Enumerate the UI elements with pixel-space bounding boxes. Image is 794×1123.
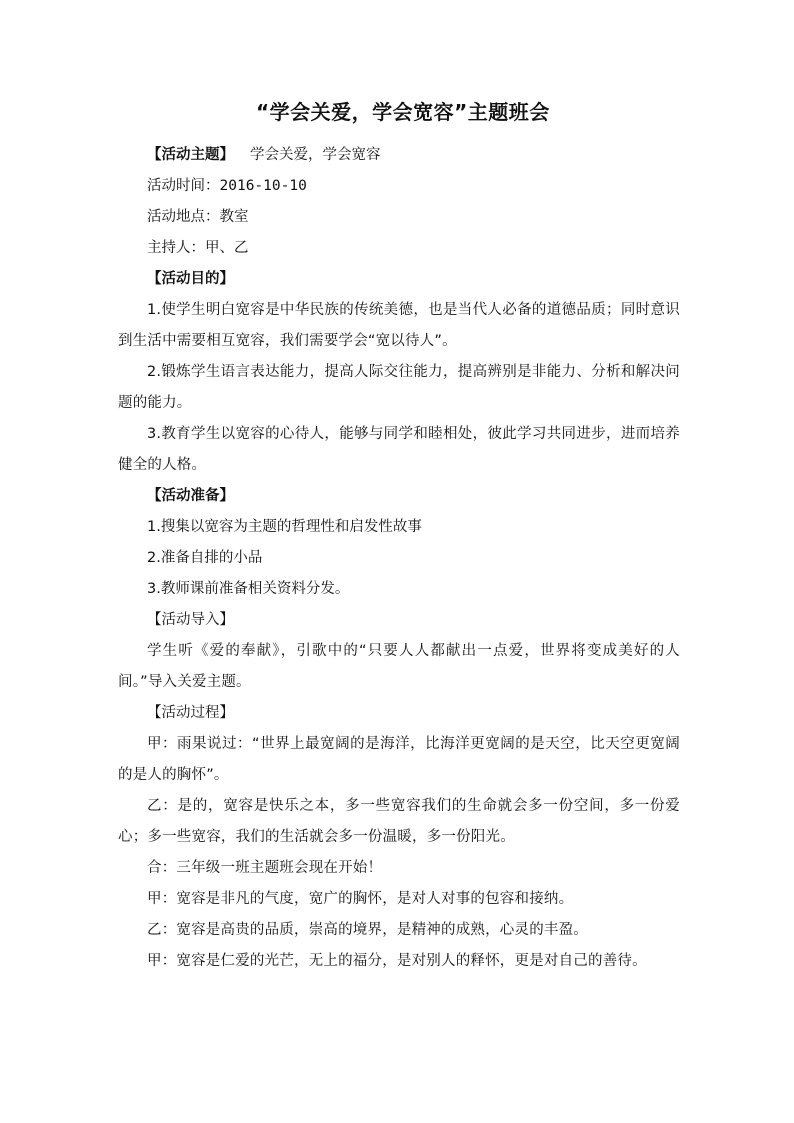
purpose-item: 3.教育学生以宽容的心待人，能够与同学和睦相处，彼此学习共同进步，进而培养健全的人格。 xyxy=(118,426,680,473)
activity-time-value: 2016-10-10 xyxy=(219,178,307,194)
activity-host-value: 甲、乙 xyxy=(205,240,249,256)
preparation-heading: 【活动准备】 xyxy=(147,488,234,504)
activity-time-label: 活动时间： xyxy=(147,178,220,194)
activity-theme xyxy=(118,140,680,171)
process-line: 乙：宽容是高贵的品质，崇高的境界，是精神的成熟，心灵的丰盈。 xyxy=(147,922,588,938)
preparation-item: 3.教师课前准备相关资料分发。 xyxy=(147,581,350,597)
process-heading: 【活动过程】 xyxy=(147,705,234,721)
purpose-item: 1.使学生明白宽容是中华民族的传统美德，也是当代人必备的道德品质；同时意识到生活中需要相互宽容，我们需要学会“宽以待人”。 xyxy=(118,302,680,349)
activity-theme-value: 学会关爱，学会宽容 xyxy=(250,147,381,163)
process-line: 合：三年级一班主题班会现在开始！ xyxy=(147,860,383,876)
document-page xyxy=(118,98,680,977)
process-line: 甲：雨果说过：“世界上最宽阔的是海洋，比海洋更宽阔的是天空，比天空更宽阔的是人的胸怀”。 xyxy=(118,736,680,783)
activity-theme-label: 【活动主题】 xyxy=(147,147,234,163)
intro-heading: 【活动导入】 xyxy=(147,612,234,628)
intro-text: 学生听《爱的奉献》，引歌中的“只要人人都献出一点爱，世界将变成美好的人间。”导入关爱主题。 xyxy=(118,643,680,690)
process-line: 甲：宽容是仁爱的光芒，无上的福分，是对别人的释怀，更是对自己的善待。 xyxy=(147,953,647,969)
activity-host-label: 主持人： xyxy=(147,240,205,256)
activity-place xyxy=(118,202,680,233)
activity-time xyxy=(118,171,680,202)
process-line: 乙：是的，宽容是快乐之本，多一些宽容我们的生命就会多一份空间，多一份爱心；多一些宽容，我们的生活就会多一份温暖，多一份阳光。 xyxy=(118,798,680,845)
activity-place-value: 教室 xyxy=(219,209,249,225)
preparation-item: 2.准备自排的小品 xyxy=(147,550,263,566)
activity-place-label: 活动地点： xyxy=(147,209,220,225)
purpose-heading: 【活动目的】 xyxy=(147,271,234,287)
preparation-item: 1.搜集以宽容为主题的哲理性和启发性故事 xyxy=(147,519,422,535)
activity-host xyxy=(118,233,680,264)
purpose-item: 2.锻炼学生语言表达能力，提高人际交往能力，提高辨别是非能力、分析和解决问题的能力。 xyxy=(118,364,680,411)
page-title: “学会关爱，学会宽容”主题班会 xyxy=(256,100,550,124)
process-line: 甲：宽容是非凡的气度，宽广的胸怀，是对人对事的包容和接纳。 xyxy=(147,891,574,907)
